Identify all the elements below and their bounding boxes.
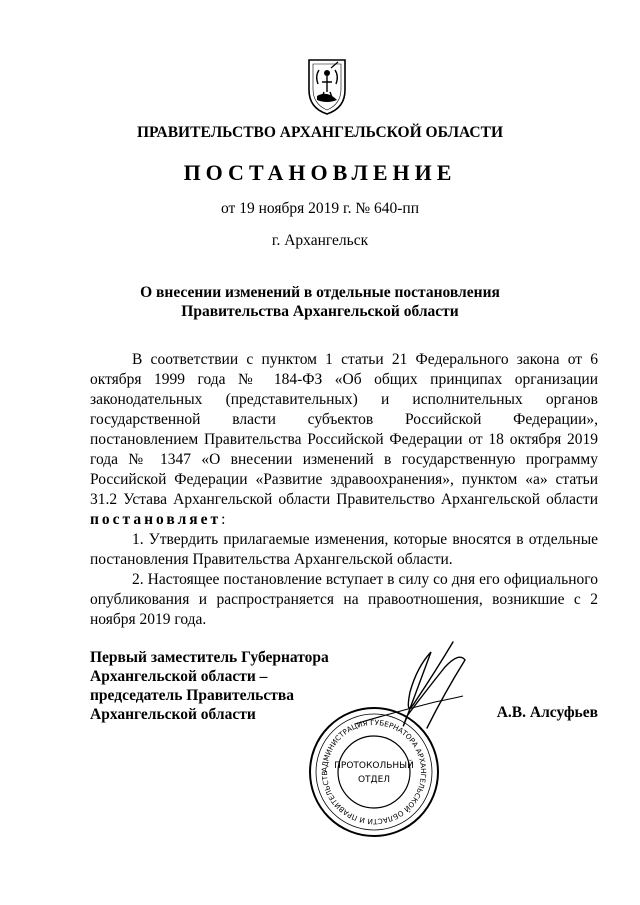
stamp-center-line-2: ОТДЕЛ: [357, 775, 391, 785]
signatory-title-line: председатель Правительства: [90, 687, 294, 704]
item-2-paragraph: 2. Настоящее постановление вступает в силу со дня его официального опубликования и распространяется на правоотношения, возникшие с 2 ноября 2019 года.: [90, 571, 598, 628]
signatory-title: [90, 648, 329, 724]
coat-of-arms-emblem: [305, 56, 349, 116]
item-1-paragraph: 1. Утвердить прилагаемые изменения, которые вносятся в отдельные постановления Правительства Архангельской области.: [90, 531, 598, 568]
stamp-center-line-1: ПРОТОКОЛЬНЫЙ: [334, 761, 414, 771]
subject-line-2: Правительства Архангельской области: [181, 303, 459, 320]
document-type: ПОСТАНОВЛЕНИЕ: [183, 160, 457, 185]
document-body: [90, 350, 598, 630]
official-stamp-seal: [304, 702, 444, 842]
subject-line-1: О внесении изменений в отдельные постановления: [140, 284, 500, 301]
preamble-paragraph: В соответствии с пунктом 1 статьи 21 Федерального закона от 6 октября 1999 года № 184-ФЗ «Об общих принципах организации законодательных (представительных) и исполнительных органов государственной власти субъектов Российской Федерации», постановлением Правительства Российской Федерации от 18 октября 2019 года № 1347 «О внесении изменений в государственную программу Российской Федерации «Развитие здравоохранения», пунктом «а» статьи 31.2 Устава Архангельской области Правительство Архангельской области: [90, 351, 598, 508]
decree-line: [90, 510, 598, 530]
stamp-ring-text: АДМИНИСТРАЦИЯ ГУБЕРНАТОРА АРХАНГЕЛЬСКОЙ ОБЛАСТИ И ПРАВИТЕЛЬСТВ: [319, 717, 429, 827]
document-subject: [0, 283, 640, 321]
document-date-number: от 19 ноября 2019 г. № 640-пп: [221, 200, 419, 217]
document-city: г. Архангельск: [271, 232, 369, 249]
signatory-title-line: Архангельской области: [90, 706, 256, 723]
decree-colon: :: [221, 511, 226, 528]
signatory-name: А.В. Алсуфьев: [496, 704, 598, 721]
organization-title: ПРАВИТЕЛЬСТВО АРХАНГЕЛЬСКОЙ ОБЛАСТИ: [136, 124, 503, 141]
signatory-title-line: Архангельской области –: [90, 668, 268, 685]
signatory-title-line: Первый заместитель Губернатора: [90, 649, 329, 666]
decree-word: постановляет: [90, 511, 222, 528]
